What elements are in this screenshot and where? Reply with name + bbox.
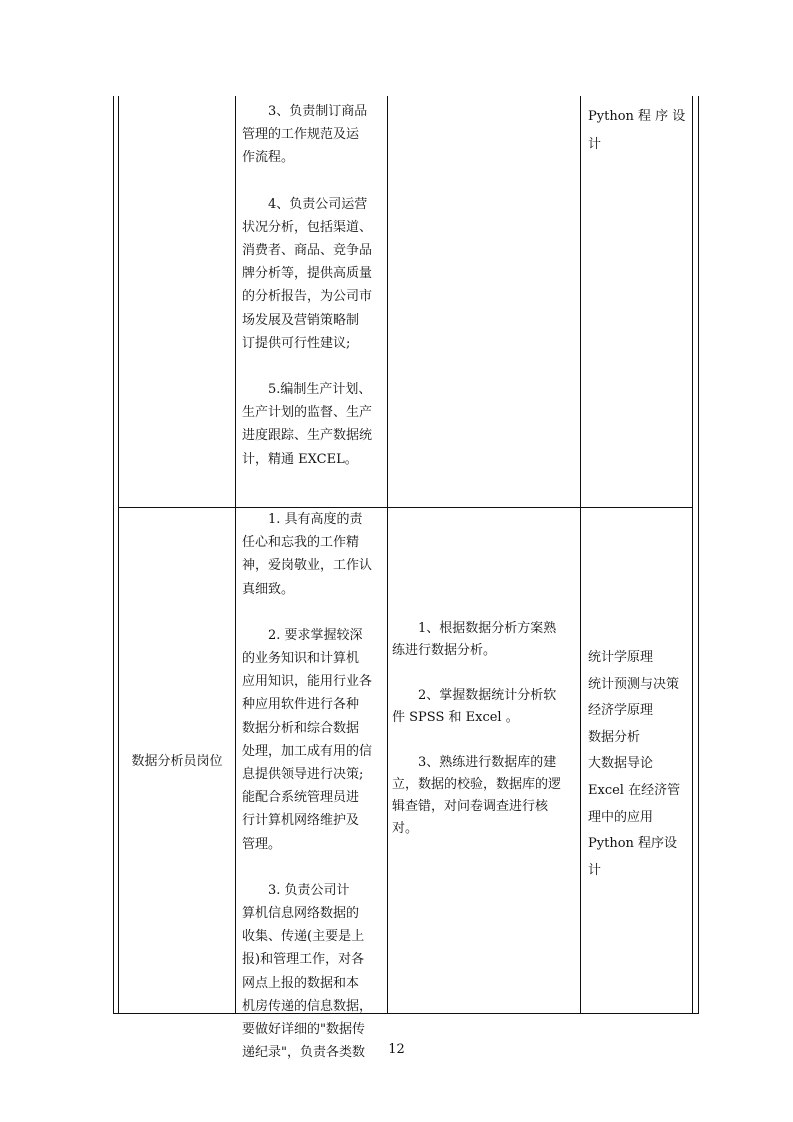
requirement-1: 1. 具有高度的责 任心和忘我的工作精 神，爱岗敬业，工作认 真细致。 bbox=[242, 512, 373, 597]
row1-duty-3: 3、负责制订商品 管理的工作规范及运 作流程。 bbox=[242, 104, 368, 166]
requirement-2: 2. 要求掌握较深 的业务知识和计算机 应用知识，能用行业各 种应用软件进行各种 数据分析和综合数据 处理，加工成有用的信 息提供领导进行决策; 能配合系统管理员进 行计算机网络维护及 管理。 bbox=[242, 627, 373, 852]
row-divider bbox=[118, 507, 693, 508]
column-divider-2 bbox=[387, 96, 388, 1014]
row1-courses-cell: Python 程 序 设 计 bbox=[588, 109, 686, 152]
table-border-right bbox=[692, 96, 693, 1014]
row1-duty-5: 5.编制生产计划、 生产计划的监督、生产 进度跟踪、生产数据统 计，精通 EXCEL。 bbox=[242, 382, 373, 467]
course-item: 理中的应用 bbox=[588, 809, 654, 825]
course-item: 计 bbox=[588, 862, 602, 878]
requirement-3: 3. 负责公司计 算机信息网络数据的 收集、传递(主要是上 报)和管理工作，对各 网点上报的数据和本 机房传递的信息数据， 要做好详细的"数据传 递纪录"，负责各类数 bbox=[242, 882, 373, 1061]
course-item: Excel 在经济管 bbox=[588, 782, 681, 798]
skill-3: 3、熟练进行数据库的建 立，数据的校验，数据库的逻 辑查错，对问卷调查进行核 对。 bbox=[392, 755, 562, 836]
table-border-left bbox=[113, 96, 114, 1014]
course-item: 数据分析 bbox=[588, 729, 641, 745]
row2-position-cell bbox=[120, 750, 234, 773]
table-border-right-outer bbox=[698, 96, 699, 1014]
skill-1: 1、根据数据分析方案熟 练进行数据分析。 bbox=[392, 621, 557, 658]
page-number: 12 bbox=[388, 1042, 405, 1057]
row1-duty-4: 4、负责公司运营 状况分析，包括渠道、 消费者、商品、竞争品 牌分析等，提供高质量 的分析报告，为公司市 场发展及营销策略制 订提供可行性建议; bbox=[242, 196, 373, 351]
course-item: Python 程序设 bbox=[588, 836, 678, 852]
row2-courses-cell bbox=[588, 645, 690, 884]
course-item: 经济学原理 bbox=[588, 703, 654, 719]
table-border-bottom bbox=[113, 1013, 699, 1014]
position-title: 数据分析员岗位 bbox=[131, 754, 223, 769]
table-border-left-inner bbox=[118, 96, 119, 1014]
column-divider-3 bbox=[580, 96, 581, 1014]
skill-2: 2、掌握数据统计分析软 件 SPSS 和 Excel 。 bbox=[392, 688, 557, 725]
course-item: 统计学原理 bbox=[588, 650, 654, 665]
column-divider-1 bbox=[235, 96, 236, 1014]
course-item: 大数据导论 bbox=[588, 756, 654, 772]
course-item: 统计预测与决策 bbox=[588, 676, 680, 692]
row2-skills-cell bbox=[392, 618, 577, 840]
row2-requirements-cell bbox=[242, 508, 384, 1064]
row1-duties-cell bbox=[242, 100, 384, 471]
